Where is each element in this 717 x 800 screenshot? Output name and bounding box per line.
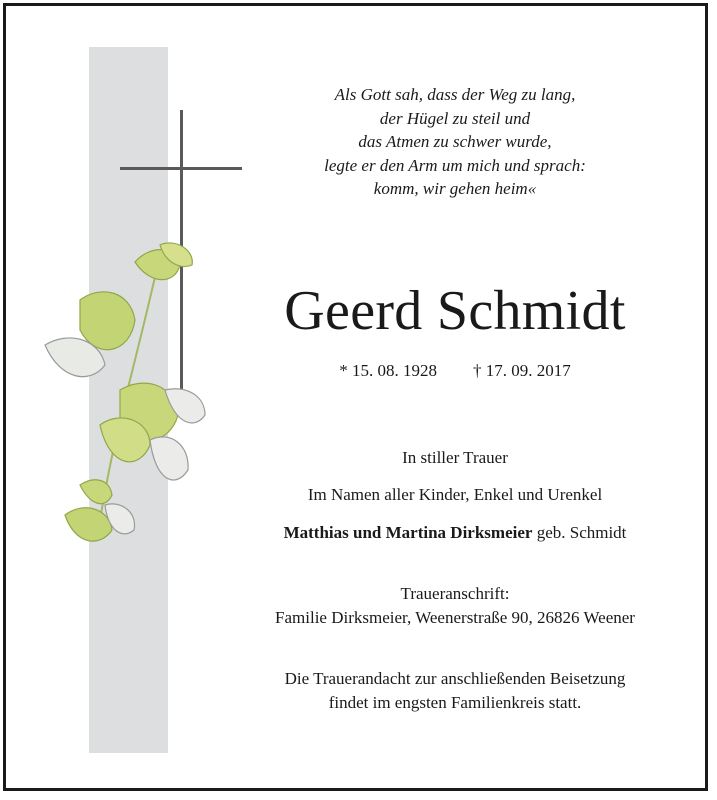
on-behalf-line: Im Namen aller Kinder, Enkel und Urenkel — [307, 485, 603, 504]
notice-line: Die Trauerandacht zur anschließenden Beisetzung — [284, 669, 626, 688]
poem — [280, 83, 630, 201]
poem-line: legte er den Arm um mich und sprach: — [324, 155, 586, 175]
poem-line: komm, wir gehen heim« — [373, 179, 537, 198]
family-suffix: geb. Schmidt — [532, 523, 627, 542]
poem-line: der Hügel zu steil und — [379, 108, 531, 128]
mourning-line: In stiller Trauer — [402, 448, 508, 467]
address: Familie Dirksmeier, Weenerstraße 90, 26826 Weener — [275, 608, 635, 627]
life-dates — [255, 360, 655, 382]
poem-line: Als Gott sah, dass der Weg zu lang, — [334, 85, 576, 104]
family-line — [230, 521, 680, 545]
birth-date: * 15. 08. 1928 — [339, 361, 437, 380]
notice-line: findet im engsten Familienkreis statt. — [328, 693, 582, 712]
family-names: Matthias und Martina Dirksmeier — [283, 523, 533, 542]
address-label: Traueranschrift: — [400, 584, 510, 603]
poem-line: das Atmen zu schwer wurde, — [358, 132, 552, 151]
deceased-name: Geerd Schmidt — [284, 280, 626, 342]
death-date: † 17. 09. 2017 — [473, 361, 571, 380]
